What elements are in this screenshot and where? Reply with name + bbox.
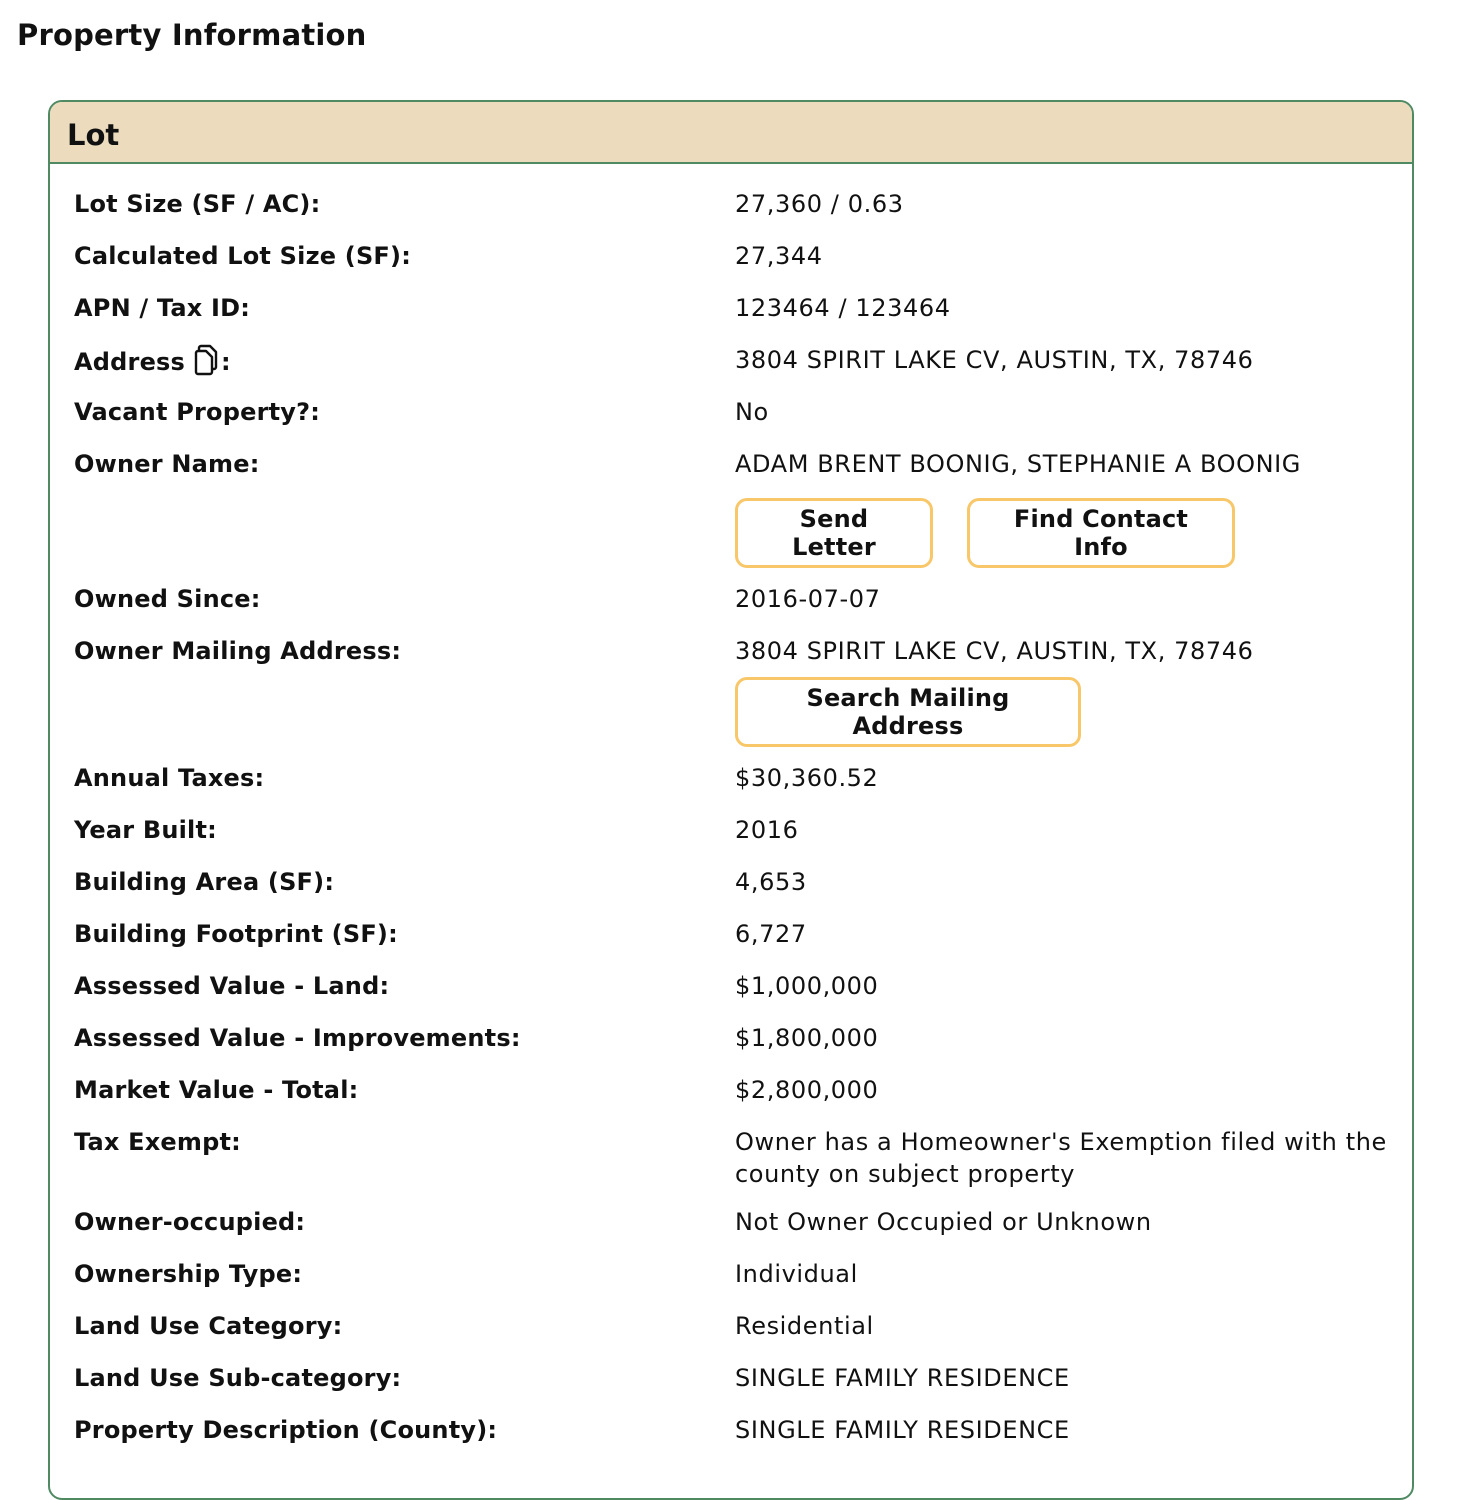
vacant-value: No: [735, 398, 769, 426]
find-contact-info-button[interactable]: Find Contact Info: [967, 498, 1235, 568]
send-letter-button[interactable]: Send Letter: [735, 498, 933, 568]
address-label-group: [74, 344, 231, 378]
apn-label: APN / Tax ID:: [74, 294, 251, 322]
owner-mailing-address-value: 3804 SPIRIT LAKE CV, AUSTIN, TX, 78746: [735, 637, 1254, 665]
search-mailing-address-button[interactable]: Search Mailing Address: [735, 677, 1081, 747]
lot-size-value: 27,360 / 0.63: [735, 190, 904, 218]
ownership-type-value: Individual: [735, 1260, 858, 1288]
vacant-label: Vacant Property?:: [74, 398, 321, 426]
market-value-label: Market Value - Total:: [74, 1076, 359, 1104]
calculated-lot-size-label: Calculated Lot Size (SF):: [74, 242, 411, 270]
building-footprint-value: 6,727: [735, 920, 807, 948]
property-description-label: Property Description (County):: [74, 1416, 498, 1444]
calculated-lot-size-value: 27,344: [735, 242, 823, 270]
owner-name-value: ADAM BRENT BOONIG, STEPHANIE A BOONIG: [735, 450, 1302, 478]
tax-exempt-label: Tax Exempt:: [74, 1128, 241, 1156]
land-use-subcategory-label: Land Use Sub-category:: [74, 1364, 402, 1392]
assessed-land-value: $1,000,000: [735, 972, 879, 1000]
year-built-value: 2016: [735, 816, 799, 844]
address-value: 3804 SPIRIT LAKE CV, AUSTIN, TX, 78746: [735, 346, 1254, 374]
assessed-improvements-value: $1,800,000: [735, 1024, 879, 1052]
land-use-category-value: Residential: [735, 1312, 874, 1340]
land-use-category-label: Land Use Category:: [74, 1312, 343, 1340]
ownership-type-label: Ownership Type:: [74, 1260, 303, 1288]
owner-name-label: Owner Name:: [74, 450, 260, 478]
apn-value: 123464 / 123464: [735, 294, 951, 322]
year-built-label: Year Built:: [74, 816, 217, 844]
annual-taxes-value: $30,360.52: [735, 764, 879, 792]
lot-card: [48, 100, 1414, 1500]
owner-mailing-address-label: Owner Mailing Address:: [74, 637, 402, 665]
owner-occupied-label: Owner-occupied:: [74, 1208, 306, 1236]
lot-card-header: Lot: [50, 102, 1412, 164]
owned-since-label: Owned Since:: [74, 585, 261, 613]
property-description-value: SINGLE FAMILY RESIDENCE: [735, 1416, 1070, 1444]
market-value-value: $2,800,000: [735, 1076, 879, 1104]
tax-exempt-value: Owner has a Homeowner's Exemption filed with the county on subject property: [735, 1128, 1387, 1188]
address-label-colon: :: [221, 348, 231, 376]
owner-occupied-value: Not Owner Occupied or Unknown: [735, 1208, 1152, 1236]
page-title: Property Information: [17, 18, 367, 52]
address-label: Address: [74, 348, 186, 376]
land-use-subcategory-value: SINGLE FAMILY RESIDENCE: [735, 1364, 1070, 1392]
copy-icon[interactable]: [193, 344, 221, 376]
owned-since-value: 2016-07-07: [735, 585, 881, 613]
building-area-label: Building Area (SF):: [74, 868, 335, 896]
assessed-improvements-label: Assessed Value - Improvements:: [74, 1024, 521, 1052]
building-footprint-label: Building Footprint (SF):: [74, 920, 398, 948]
annual-taxes-label: Annual Taxes:: [74, 764, 265, 792]
lot-size-label: Lot Size (SF / AC):: [74, 190, 321, 218]
assessed-land-label: Assessed Value - Land:: [74, 972, 390, 1000]
building-area-value: 4,653: [735, 868, 807, 896]
